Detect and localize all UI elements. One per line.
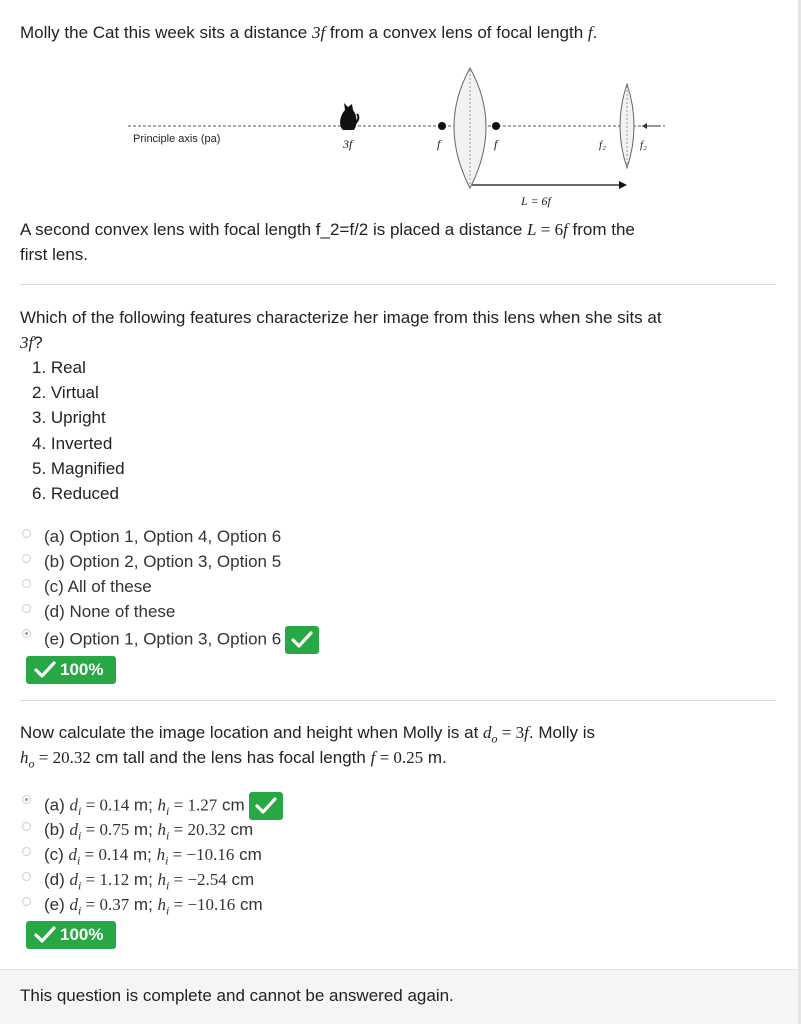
q2-option-d-radio[interactable]	[22, 872, 31, 881]
q2-score-badge	[26, 921, 116, 949]
q2-option-e-radio[interactable]	[22, 897, 31, 906]
feature-item-5: 5. Magnified	[32, 459, 125, 478]
q1-score-value: 100%	[60, 660, 104, 679]
q2-option-d-row[interactable]: (d) $d_i = 1.12$ m; $h_i = -2.54$ cm	[44, 870, 255, 893]
focal-point-left	[438, 122, 446, 130]
feature-item-6: 6. Reduced	[32, 484, 119, 503]
q1-option-b-label[interactable]: (b) Option 2, Option 3, Option 5	[44, 552, 282, 571]
label-f2-left: f₂	[599, 139, 606, 151]
q1-option-d-label[interactable]: (d) None of these	[44, 602, 176, 621]
feature-item-4: 4. Inverted	[32, 434, 113, 453]
f2-arrow-head	[642, 123, 647, 129]
question-1-text-line2: 3f?	[20, 333, 43, 352]
label-f2-right: f₂	[640, 139, 647, 151]
q2-option-b-row[interactable]: (b) $d_i = 0.75$ m; $h_i = 20.32$ cm	[44, 820, 254, 843]
question-1-text: Which of the following features characterize her image from this lens when she sits at	[20, 308, 662, 327]
label-f-left: f	[437, 137, 441, 151]
q1-option-e-radio[interactable]	[22, 629, 31, 638]
feature-item-1: 1. Real	[32, 358, 86, 377]
question-2-text-line2: $h_o = 20.32$ cm tall and the lens has focal length f = 0.25 m.	[20, 748, 447, 771]
q2-score-value: 100%	[60, 925, 104, 944]
label-f-right: f	[494, 137, 498, 151]
divider-2	[20, 700, 776, 701]
score-check-icon	[34, 926, 56, 944]
distance-arrow-head	[619, 181, 627, 189]
intro-paragraph: Molly the Cat this week sits a distance 3f from a convex lens of focal length f.	[20, 23, 598, 42]
q2-option-c-radio[interactable]	[22, 847, 31, 856]
divider-1	[20, 284, 776, 285]
q1-option-b-radio[interactable]	[22, 554, 31, 563]
lens-diagram	[0, 60, 801, 215]
completion-message: This question is complete and cannot be answered again.	[20, 986, 454, 1005]
correct-check-icon	[249, 792, 283, 820]
q1-score-badge	[26, 656, 116, 684]
feature-item-2: 2. Virtual	[32, 383, 99, 402]
second-lens-paragraph-line2: first lens.	[20, 245, 89, 264]
q1-option-a-label[interactable]: (a) Option 1, Option 4, Option 6	[44, 527, 282, 546]
q2-option-e-row[interactable]: (e) $d_i = 0.37$ m; $h_i = -10.16$ cm	[44, 895, 263, 918]
q1-option-c-label[interactable]: (c) All of these	[44, 577, 152, 596]
q2-option-c-row[interactable]: (c) $d_i = 0.14$ m; $h_i = -10.16$ cm	[44, 845, 262, 868]
q2-option-b-radio[interactable]	[22, 822, 31, 831]
score-check-icon	[34, 661, 56, 679]
q1-option-a-radio[interactable]	[22, 529, 31, 538]
second-lens-paragraph: A second convex lens with focal length f_2=f/2 is placed a distance L = 6f from the	[20, 220, 635, 239]
q1-option-c-radio[interactable]	[22, 579, 31, 588]
question-2-text: Now calculate the image location and height when Molly is at $d_o = 3f$. Molly is	[20, 723, 595, 746]
cat-icon	[340, 103, 358, 130]
focal-point-right	[492, 122, 500, 130]
label-3f: 3f	[343, 137, 353, 151]
correct-check-icon	[285, 626, 319, 654]
q1-option-e-label[interactable]: (e) Option 1, Option 3, Option 6	[44, 629, 282, 649]
completion-footer	[0, 969, 798, 1024]
q2-option-a-radio[interactable]	[22, 795, 31, 804]
feature-item-3: 3. Upright	[32, 408, 106, 427]
q2-option-a-row[interactable]: (a) $d_i = 0.14$ m; $h_i = 1.27$ cm	[44, 792, 283, 823]
label-L: L = 6f	[521, 194, 551, 208]
axis-label: Principle axis (pa)	[133, 133, 221, 145]
q1-option-e-row[interactable]	[44, 626, 319, 654]
q1-option-d-radio[interactable]	[22, 604, 31, 613]
